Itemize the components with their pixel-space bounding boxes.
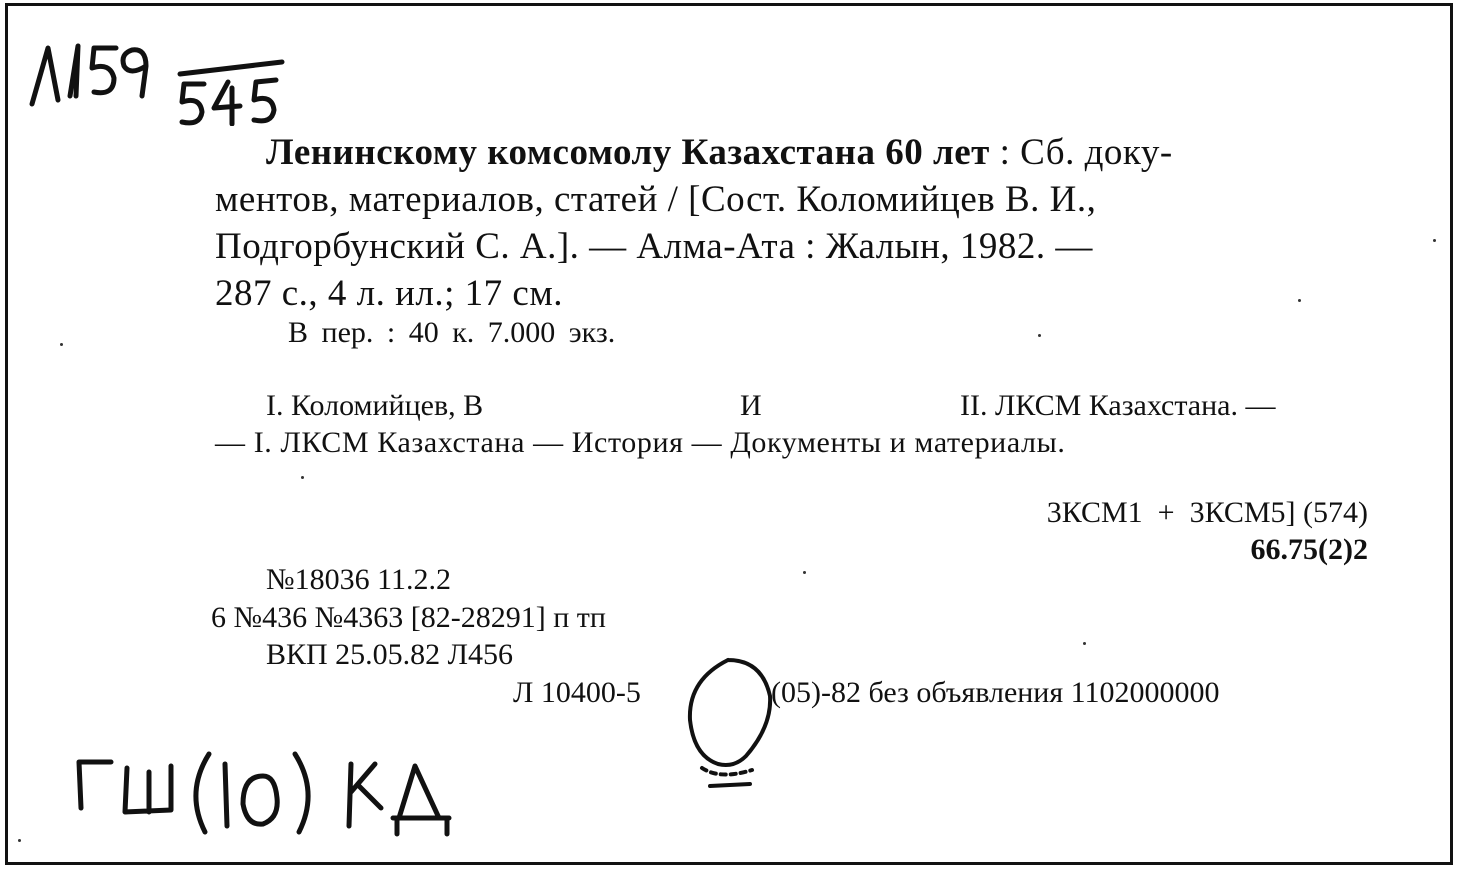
tracing-headings: — I. ЛКСМ Казахстана — История — Документы и материалы. <box>215 426 1066 459</box>
code-line-left: Л 10400-5 <box>513 676 641 709</box>
scan-speck <box>1433 239 1436 242</box>
scan-speck <box>60 343 63 346</box>
scan-speck <box>301 476 304 479</box>
scan-speck <box>1083 642 1086 645</box>
title-line-2: ментов, материалов, статей / [Сост. Коломийцев В. И., <box>215 179 1097 220</box>
scan-speck <box>1298 299 1301 302</box>
price-line: В пер. : 40 к. 7.000 экз. <box>288 316 616 349</box>
title-line-4: 287 с., 4 л. ил.; 17 см. <box>215 273 564 314</box>
tracing-subject: II. ЛКСМ Казахстана. — <box>960 389 1276 422</box>
classification-code: 3КСМ1 + 3КСМ5] (574) <box>1046 496 1368 529</box>
handwritten-shelfmark <box>18 26 298 126</box>
tracing-initial: И <box>740 389 762 422</box>
scan-speck <box>803 571 806 574</box>
tracing-author: I. Коломийцев, В <box>266 389 484 422</box>
classification-index: 66.75(2)2 <box>1250 533 1368 566</box>
vkp-line: ВКП 25.05.82 Л456 <box>266 638 514 671</box>
record-number: №18036 11.2.2 <box>266 563 452 596</box>
title-rest: : Сб. доку- <box>999 132 1173 173</box>
title-line-3: Подгорбунский С. А.]. — Алма-Ата : Жалын, 1982. — <box>215 226 1093 267</box>
scan-speck <box>1038 334 1041 337</box>
code-line-right: (05)-82 без объявления 1102000000 <box>771 676 1220 709</box>
oval-stamp-icon <box>680 656 780 796</box>
handwritten-annotation <box>63 746 483 846</box>
title-line-1 <box>266 131 1173 174</box>
scan-speck <box>18 839 21 842</box>
catalog-card <box>5 3 1453 865</box>
title-bold: Ленинскому комсомолу Казахстана 60 лет <box>266 132 990 173</box>
order-number: 6 №436 №4363 [82-28291] п тп <box>211 601 606 634</box>
